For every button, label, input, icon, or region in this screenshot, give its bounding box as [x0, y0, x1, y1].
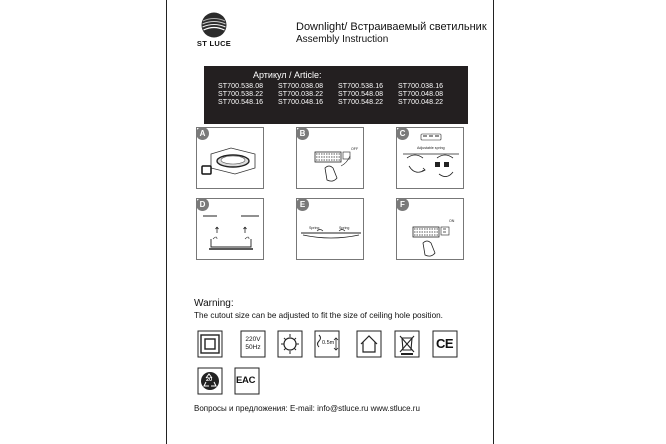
step-e-note-left: Spring: [309, 226, 320, 230]
warning-heading: Warning:: [194, 298, 234, 309]
warning-text: The cutout size can be adjusted to fit the size of ceiling hole position.: [194, 311, 443, 320]
eac-mark-icon: [234, 367, 260, 395]
step-f-panel: [396, 198, 464, 260]
step-e-note-right: Spring: [339, 226, 350, 230]
article-code: ST700.538.16: [338, 83, 384, 90]
brand-logo-icon: [201, 12, 227, 38]
weee-bin-icon: [394, 330, 420, 358]
article-code: ST700.548.08: [338, 91, 384, 98]
class-ii-icon: [197, 330, 223, 358]
article-code: ST700.048.16: [278, 99, 324, 106]
brand-name: ST LUCE: [196, 39, 232, 48]
distance-icon: [314, 330, 340, 358]
article-code: ST700.548.16: [218, 99, 264, 106]
article-code: ST700.038.16: [398, 83, 444, 90]
step-badge: F: [396, 198, 409, 211]
step-c-panel: [396, 127, 464, 189]
step-f-note: ON: [449, 219, 455, 223]
ce-mark-text: CE: [436, 336, 454, 351]
step-b-note: OFF: [351, 147, 359, 151]
lamp-temperature-icon: [277, 330, 303, 358]
brand-logo: [194, 12, 234, 58]
page-title: Downlight/ Встраиваемый светильник: [296, 21, 487, 33]
article-label: Артикул / Article:: [253, 70, 322, 80]
instruction-sheet: [166, 0, 494, 444]
step-badge: A: [196, 127, 209, 140]
step-e-panel: [296, 198, 364, 260]
article-code: ST700.038.08: [278, 83, 324, 90]
eac-mark-text: EAC: [236, 375, 256, 386]
article-code: ST700.048.08: [398, 91, 444, 98]
step-badge: B: [296, 127, 309, 140]
article-box: [204, 66, 468, 124]
article-code: ST700.548.22: [338, 99, 384, 106]
step-badge: C: [396, 127, 409, 140]
voltage-icon: [240, 330, 266, 358]
recycle-number: 20: [206, 377, 213, 383]
distance-value: 0.5m: [322, 340, 335, 346]
frequency-value: 50Hz: [245, 344, 261, 351]
step-badge: D: [196, 198, 209, 211]
article-code: ST700.538.08: [218, 83, 264, 90]
contacts-line: Вопросы и предложения: E-mail: info@stluce.ru www.stluce.ru: [194, 404, 420, 413]
page-subtitle: Assembly Instruction: [296, 34, 389, 45]
recycle-icon: [197, 367, 223, 395]
ce-mark-icon: [432, 330, 458, 358]
step-badge: E: [296, 198, 309, 211]
indoor-use-icon: [356, 330, 382, 358]
article-code: ST700.048.22: [398, 99, 444, 106]
article-code: ST700.538.22: [218, 91, 264, 98]
voltage-value: 220V: [245, 336, 261, 343]
step-d-panel: [196, 198, 264, 260]
article-codes: [218, 83, 468, 106]
step-a-panel: [196, 127, 264, 189]
article-code: ST700.038.22: [278, 91, 324, 98]
step-c-note: Adjustable spring: [417, 146, 445, 150]
step-b-panel: [296, 127, 364, 189]
